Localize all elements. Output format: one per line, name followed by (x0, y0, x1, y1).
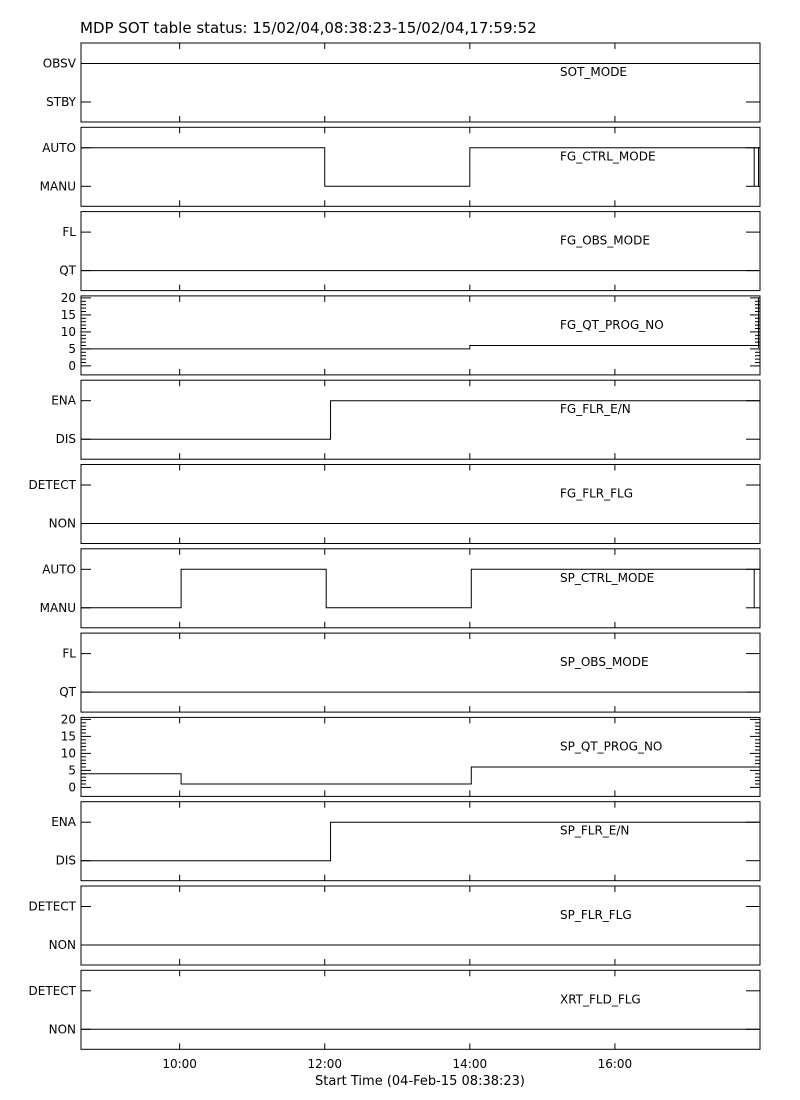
panel-label: FG_OBS_MODE (560, 233, 650, 248)
panel-frame (81, 886, 760, 965)
x-tick-label: 16:00 (597, 1057, 633, 1071)
panel-label: FG_FLR_FLG (560, 486, 634, 501)
y-tick-label: STBY (46, 95, 76, 109)
panel-frame (81, 296, 760, 375)
panel-frame (81, 465, 760, 544)
panel-sp-flr-flg (29, 886, 760, 965)
y-tick-label: NON (48, 938, 76, 952)
x-tick-label: 14:00 (452, 1057, 488, 1071)
y-tick-label: 15 (60, 729, 76, 744)
y-tick-label: ENA (51, 815, 76, 830)
panel-label: XRT_FLD_FLG (560, 992, 641, 1007)
panel-sp-obs-mode (59, 633, 760, 712)
y-tick-label: MANU (39, 179, 76, 194)
series-line (81, 148, 760, 187)
panel-xrt-fld-flg (29, 970, 760, 1049)
panel-frame (81, 717, 760, 796)
panel-sp-ctrl-mode (40, 549, 760, 628)
y-tick-label: FL (62, 225, 76, 240)
panel-label: SP_QT_PROG_NO (560, 739, 663, 754)
panel-sp-flr-e-n (51, 802, 760, 881)
y-tick-label: AUTO (42, 140, 76, 155)
y-tick-label: DETECT (28, 478, 76, 492)
series-line (81, 822, 760, 861)
y-tick-label: 5 (68, 341, 76, 356)
panel-fg-flr-e-n (51, 380, 760, 459)
y-tick-label: 0 (68, 358, 76, 373)
series-line (81, 346, 760, 349)
panel-label: FG_CTRL_MODE (560, 149, 656, 164)
y-tick-label: 5 (68, 763, 76, 778)
x-tick-label: 12:00 (307, 1057, 343, 1071)
y-tick-label: NON (48, 1022, 76, 1037)
y-tick-label: QT (59, 263, 76, 278)
series-line (81, 767, 760, 784)
y-tick-label: DETECT (28, 899, 76, 914)
y-tick-label: 20 (60, 290, 76, 305)
panel-fg-obs-mode (59, 212, 760, 291)
panel-label: SP_FLR_E/N (560, 823, 630, 838)
panel-label: SOT_MODE (560, 65, 628, 79)
panel-frame (81, 802, 760, 881)
panel-frame (81, 212, 760, 291)
panel-sp-qt-prog-no (61, 712, 760, 796)
y-tick-label: 10 (60, 324, 76, 339)
y-tick-label: DETECT (28, 983, 76, 998)
y-tick-label: OBSV (42, 56, 76, 71)
panel-label: SP_FLR_FLG (560, 908, 632, 922)
panel-frame (81, 380, 760, 459)
panel-label: FG_FLR_E/N (560, 402, 631, 417)
panel-fg-ctrl-mode (40, 127, 760, 206)
panel-frame (81, 127, 760, 206)
y-tick-label: DIS (55, 432, 76, 447)
panel-label: SP_OBS_MODE (560, 655, 649, 670)
x-axis (162, 1057, 632, 1071)
panel-frame (81, 633, 760, 712)
panel-fg-qt-prog-no (61, 291, 760, 375)
x-axis-label: Start Time (04-Feb-15 08:38:23) (315, 1074, 525, 1089)
y-tick-label: 10 (60, 746, 76, 761)
y-tick-label: 0 (68, 780, 76, 795)
chart-title: MDP SOT table status: 15/02/04,08:38:23-15/02/04,17:59:52 (80, 19, 537, 37)
y-tick-label: DIS (55, 853, 76, 868)
y-tick-label: QT (59, 685, 76, 700)
x-tick-label: 10:00 (162, 1057, 197, 1071)
series-line (81, 401, 760, 440)
y-tick-label: MANU (39, 600, 76, 615)
panel-fg-flr-flg (29, 465, 760, 544)
y-tick-label: NON (48, 516, 76, 531)
panel-frame (81, 970, 760, 1049)
series-line (81, 569, 760, 608)
y-tick-label: 20 (60, 712, 76, 727)
panel-frame (81, 549, 760, 628)
y-tick-label: ENA (51, 393, 76, 408)
panels-group (29, 43, 760, 1049)
panel-label: FG_QT_PROG_NO (560, 317, 664, 332)
panel-sot-mode (43, 43, 760, 122)
panel-label: SP_CTRL_MODE (560, 570, 655, 585)
panel-frame (81, 43, 760, 122)
y-tick-label: FL (62, 646, 76, 661)
y-tick-label: 15 (60, 307, 76, 322)
y-tick-label: AUTO (42, 562, 76, 577)
